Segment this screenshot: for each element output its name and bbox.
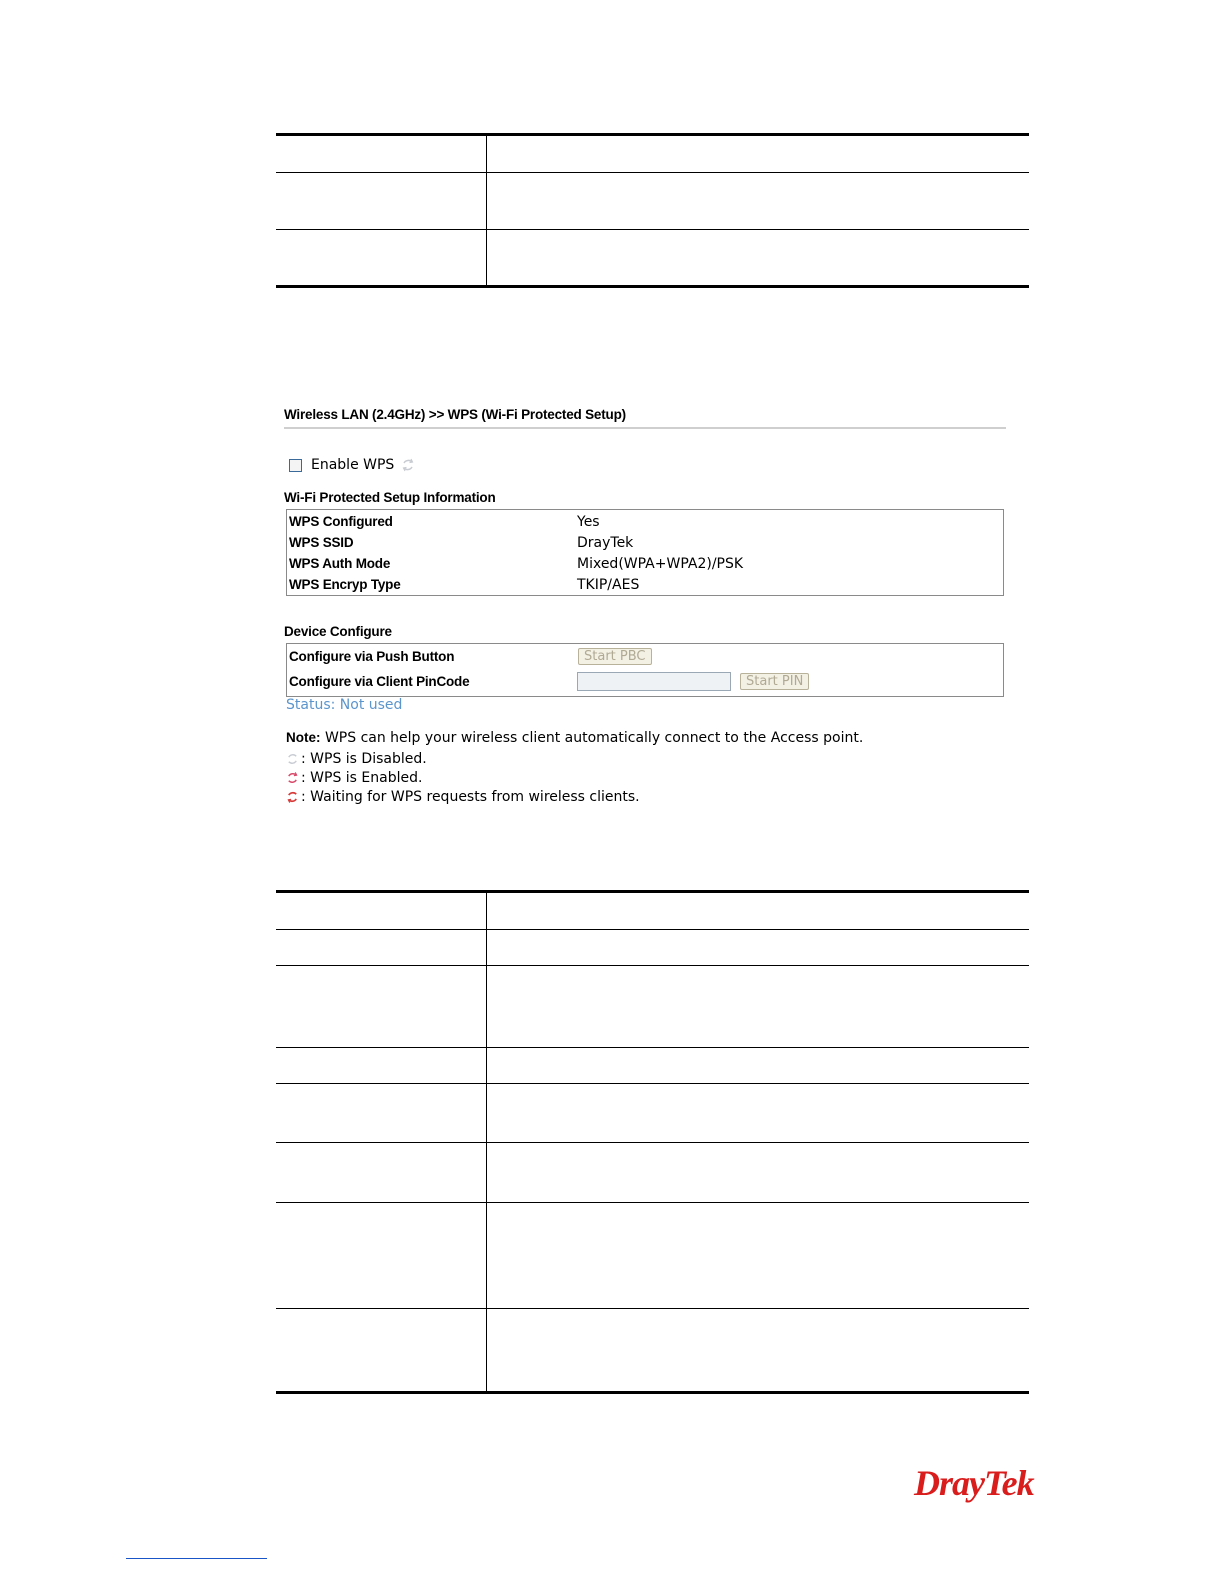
table-row [276,1083,1029,1142]
info-label: WPS Configured [289,514,393,529]
note-prefix: Note: [286,730,321,745]
wps-disabled-icon [286,752,299,766]
push-button-row [287,644,1003,669]
info-row [287,575,1003,596]
legend-disabled-text: : WPS is Disabled. [301,751,427,767]
pincode-label: Configure via Client PinCode [289,674,470,689]
table-row [276,965,1029,1047]
wps-enabled-icon [286,771,299,785]
enable-wps-row [289,457,415,473]
legend-disabled [286,751,427,767]
info-value: DrayTek [577,535,634,551]
push-button-label: Configure via Push Button [289,649,455,664]
client-pincode-input[interactable] [577,672,731,691]
info-value: Yes [577,514,600,530]
wps-waiting-icon [286,790,299,804]
info-row [287,512,1003,533]
description-table-top [276,133,1029,288]
info-value: TKIP/AES [577,577,640,593]
legend-waiting [286,789,640,805]
pincode-row [287,669,1003,694]
start-pin-button[interactable]: Start PIN [740,673,809,690]
enable-wps-checkbox[interactable] [289,459,302,472]
wps-panel [284,405,1006,805]
table-row [276,172,1029,229]
info-label: WPS SSID [289,535,354,550]
legend-enabled-text: : WPS is Enabled. [301,770,423,786]
note-body: WPS can help your wireless client automatically connect to the Access point. [320,730,864,746]
note-text [286,730,863,746]
table-row [276,1047,1029,1083]
table-row [276,1308,1029,1391]
device-config-box [286,643,1004,697]
info-label: WPS Auth Mode [289,556,391,571]
info-section-title: Wi-Fi Protected Setup Information [284,490,496,505]
start-pbc-button[interactable]: Start PBC [578,648,652,665]
draytek-logo: DrayTek [914,1463,1034,1503]
wps-info-box [286,509,1004,596]
wps-disabled-icon [401,458,415,472]
info-value: Mixed(WPA+WPA2)/PSK [577,556,744,572]
info-label: WPS Encryp Type [289,577,401,592]
legend-enabled [286,770,422,786]
description-table-bottom [276,890,1029,1394]
table-row [276,229,1029,285]
info-row [287,533,1003,554]
table-row [276,893,1029,929]
table-row [276,1202,1029,1308]
table-row [276,929,1029,965]
footer-divider [126,1558,267,1559]
legend-waiting-text: : Waiting for WPS requests from wireless clients. [301,789,640,805]
table-row [276,136,1029,172]
info-row [287,554,1003,575]
table-row [276,1142,1029,1202]
page-title: Wireless LAN (2.4GHz) >> WPS (Wi-Fi Protected Setup) [284,405,1006,429]
device-section-title: Device Configure [284,624,392,639]
wps-status: Status: Not used [286,697,403,713]
enable-wps-label: Enable WPS [311,457,395,473]
